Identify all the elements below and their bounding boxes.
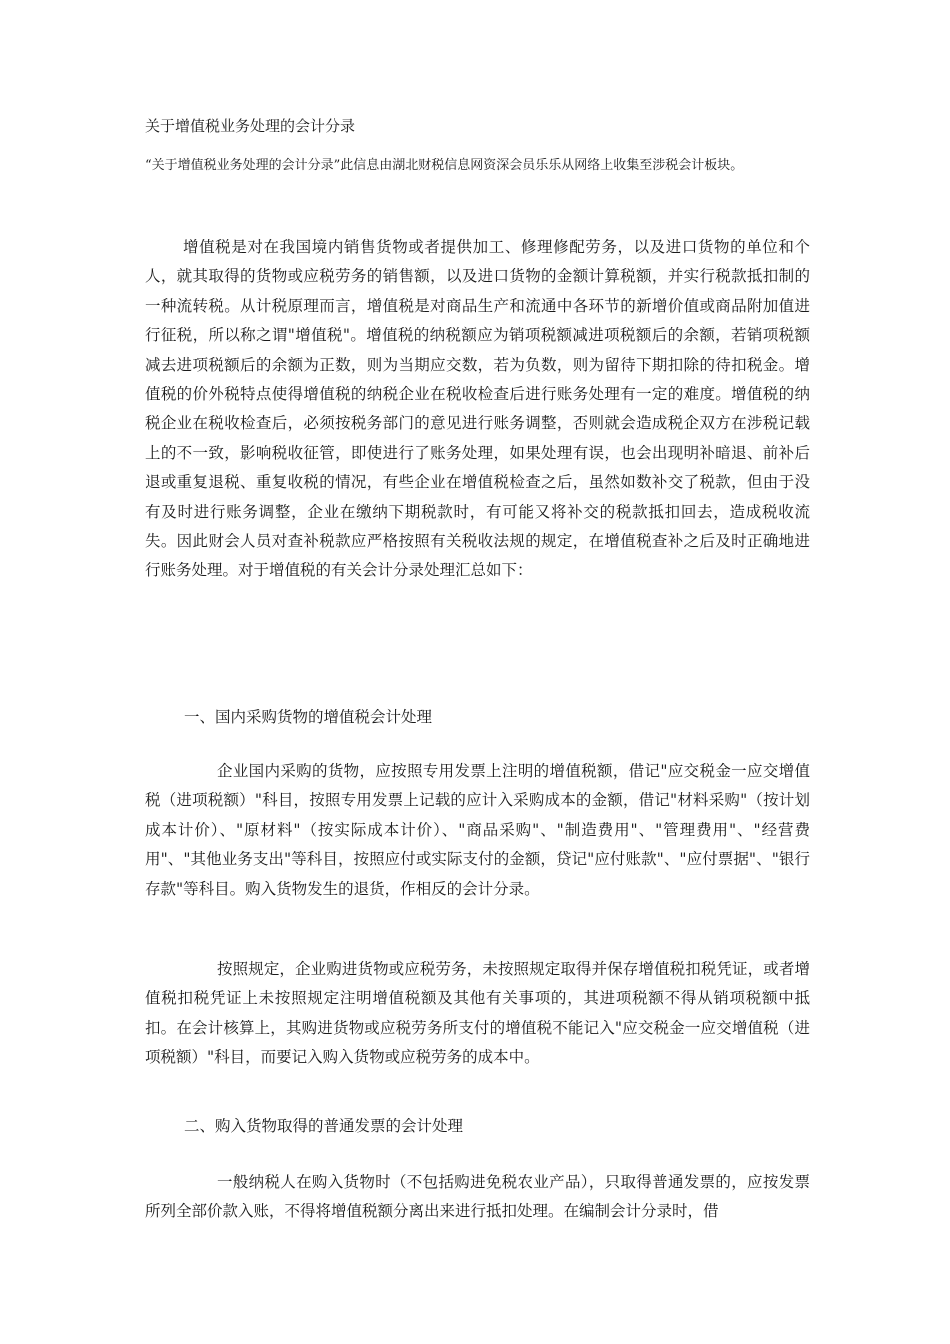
section-heading-domestic-purchase: 一、国内采购货物的增值税会计处理: [184, 708, 433, 726]
section2-paragraph-1: 一般纳税人在购入货物时（不包括购进免税农业产品），只取得普通发票的，应按发票所列全部价款入账，不得将增值税额分离出来进行抵扣处理。在编制会计分录时，借: [145, 1173, 810, 1221]
document-title: 关于增值税业务处理的会计分录: [145, 117, 356, 135]
section-heading-ordinary-invoice: 二、购入货物取得的普通发票的会计处理: [184, 1117, 464, 1135]
section1-paragraph-1: 企业国内采购的货物，应按照专用发票上注明的增值税额，借记"应交税金一应交增值税（进项税额）"科目，按照专用发票上记载的应计入采购成本的金额，借记"材料采购"（按计划成本计价）、"原材料"（按实际成本计价）、"商品采购"、"制造费用"、"管理费用"、"经营费用"、"其他业务支出"等科目，按照应付或实际支付的金额，贷记"应付账款"、"应付票据"、"银行存款"等科目。购入货物发生的退货，作相反的会计分录。: [145, 762, 810, 898]
intro-paragraph: 增值税是对在我国境内销售货物或者提供加工、修理修配劳务，以及进口货物的单位和个人，就其取得的货物或应税劳务的销售额，以及进口货物的金额计算税额，并实行税款抵扣制的一种流转税。从计税原理而言，增值税是对商品生产和流通中各环节的新增价值或商品附加值进行征税，所以称之谓"增值税"。增值税的纳税额应为销项税额减进项税额后的余额，若销项税额减去进项税额后的余额为正数，则为当期应交数，若为负数，则为留待下期扣除的待扣税金。增值税的价外税特点使得增值税的纳税企业在税收检查后进行账务处理有一定的难度。增值税的纳税企业在税收检查后，必须按税务部门的意见进行账务调整，否则就会造成税企双方在涉税记载上的不一致，影响税收征管，即使进行了账务处理，如果处理有误，也会出现明补暗退、前补后退或重复退税、重复收税的情况，有些企业在增值税检查之后，虽然如数补交了税款，但由于没有及时进行账务调整，企业在缴纳下期税款时，有可能又将补交的税款抵扣回去，造成税收流失。因此财会人员对查补税款应严格按照有关税收法规的规定，在增值税查补之后及时正确地进行账务处理。对于增值税的有关会计分录处理汇总如下：: [145, 238, 810, 580]
section1-paragraph-2: 按照规定，企业购进货物或应税劳务，未按照规定取得并保存增值税扣税凭证，或者增值税扣税凭证上未按照规定注明增值税额及其他有关事项的，其进项税额不得从销项税额中抵扣。在会计核算上，其购进货物或应税劳务所支付的增值税不能记入"应交税金一应交增值税（进项税额）"科目，而要记入购入货物或应税劳务的成本中。: [145, 960, 810, 1067]
source-note: “关于增值税业务处理的会计分录”此信息由湖北财税信息网资深会员乐乐从网络上收集至涉税会计板块。: [145, 158, 744, 173]
